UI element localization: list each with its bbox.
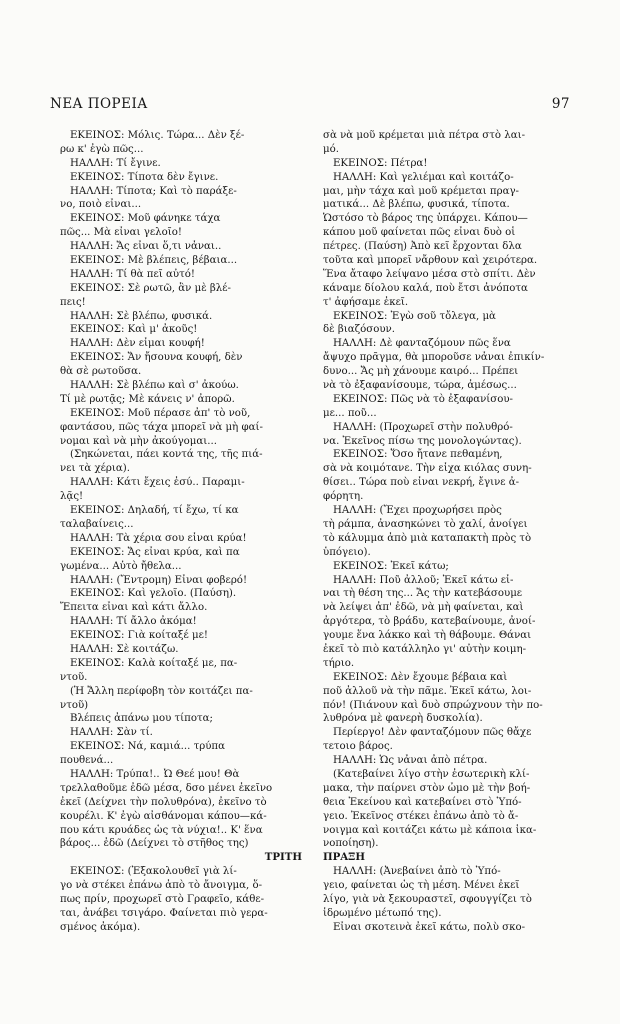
text-line: Εἶναι σκοτεινὰ ἐκεῖ κάτω, πολὺ σκο- [333,921,526,933]
text-line: ται, ἀνάβει τσιγάρο. Φαίνεται πιὸ γερα- [60,907,268,919]
text-line: δὲ βιαζόσουν. [323,324,395,336]
text-line: νο, ποιὸ εἶναι... [60,199,142,211]
text-line: πεις! [60,296,86,308]
text-line: μαι, μὴν τάχα καὶ μοῦ κρέμεται πραγ- [323,185,519,197]
text-line: τετοιο βάρος. [323,741,393,753]
text-line: ΕΚΕΙΝΟΣ: Ἄς εἶναι κρύα, καὶ πα [70,546,240,558]
text-line: ματικά... Δὲ βλέπω, φυσικά, τίποτα. [323,199,510,211]
text-line: ΗΑΛΛΗ: (Ἔχει προχωρήσει πρὸς [333,505,502,517]
text-line: ΕΚΕΙΝΟΣ: Καλὰ κοίταξέ με, πα- [70,657,238,669]
text-line: ΗΑΛΛΗ: (Προχωρεῖ στὴν πολυθρό- [333,421,513,433]
text-line: πέτρες. (Παύση) Ἀπὸ κεῖ ἔρχονται δλα [323,241,522,253]
text-line: ΕΚΕΙΝΟΣ: Δηλαδή, τί ἔχω, τί κα [70,505,239,517]
text-line: ΠΡΑΞΗ [323,851,365,864]
text-line: ΕΚΕΙΝΟΣ: Μοῦ πέρασε ἀπ' τὸ νοῦ, [70,407,251,419]
text-line: γουμε ἕνα λάκκο καὶ τὴ θάβουμε. Θάναι [323,630,532,642]
text-line: κάναμε δίολου καλά, ποὺ ἔτσι ἀνόποτα [323,282,528,294]
text-line: ΕΚΕΙΝΟΣ: Δὲν ἔχουμε βέβαια καὶ [333,671,508,683]
text-line: φόρητη. [323,491,364,503]
text-line: τρελλαθοῦμε ἐδῶ μέσα, δσο μένει ἐκεῖνο [60,782,273,794]
text-line: ἐκεῖ (Δείχνει τὴν πολυθρόνα), ἐκεῖνο τὸ [60,796,267,808]
text-line: ΕΚΕΙΝΟΣ: Μοῦ φάνηκε τάχα [70,213,221,225]
text-line: ἀργότερα, τὸ βράδυ, κατεβαίνουμε, ἀνοί- [323,616,536,628]
text-line: γωμένα... Αὐτὸ ἤθελα... [60,560,182,572]
text-line: νὰ τὸ ἐξαφανίσουμε, τώρα, ἀμέσως... [323,380,517,392]
text-line: που κάτι κρυάδες ὡς τὰ νύχια!.. Κ' ἕνα [60,824,263,836]
text-line: θεια Ἐκείνου καὶ κατεβαίνει στὸ Ὑπό- [323,796,522,808]
text-line: ρω κ' ἐγὼ πῶς... [60,143,144,155]
text-line: ΗΑΛΛΗ: (Ἀνεβαίνει ἀπὸ τὸ Ὑπό- [333,866,501,878]
text-line: ντοῦ) [60,699,89,711]
text-line: μό. [323,143,339,155]
text-line: σὰ νὰ μοῦ κρέμεται μιὰ πέτρα στὸ λαι- [323,130,526,141]
text-line: Ἔπειτα εἶναι καὶ κάτι ἄλλο. [60,602,208,614]
text-line: ὑπόγειο). [323,546,371,558]
text-line: Ἕνα ἄταφο λείψανο μέσα στὸ σπίτι. Δὲν [323,268,536,280]
text-line: Περίεργο! Δὲν φανταζόμουν πῶς θἄχε [333,727,532,739]
text-line: ΗΑΛΛΗ: Τὰ χέρια σου εἶναι κρύα! [70,532,247,544]
text-line: ΕΚΕΙΝΟΣ: Μόλις. Τώρα... Δὲν ξέ- [70,130,245,141]
text-line: ΗΑΛΛΗ: Ἄς εἶναι ὅ,τι νἆναι.. [70,241,222,253]
text-line: ΕΚΕΙΝΟΣ: Γιὰ κοίταξέ με! [70,630,208,642]
text-line: κάπου μοῦ φαίνεται πῶς εἶναι δυὸ οἱ [323,227,516,239]
text-line: νει τὰ χέρια). [60,463,130,475]
text-line: γο νὰ στέκει ἐπάνω ἀπὸ τὸ ἄνοιγμα, ὅ- [60,880,263,892]
text-line: ΕΚΕΙΝΟΣ: Πέτρα! [333,157,428,169]
text-line: πουθενά... [60,755,114,767]
text-line: γειο, φαίνεται ὡς τὴ μέση. Μένει ἐκεῖ [323,880,520,892]
text-line: ΕΚΕΙΝΟΣ: Νά, καμιά... τρύπα [70,741,226,753]
text-line: ΗΑΛΛΗ: Ὡς νἆναι ἀπὸ πέτρα. [333,755,488,767]
text-line: ΕΚΕΙΝΟΣ: Καὶ μ' ἀκοῦς! [70,324,198,336]
text-line: ΤΡΙΤΗ [264,851,302,864]
text-line: ΗΑΛΛΗ: Τί θὰ πεῖ αὐτό! [70,268,195,280]
text-line: ΕΚΕΙΝΟΣ: Πῶς νὰ τὸ ἐξαφανίσου- [333,393,513,405]
text-line: κουρέλι. Κ' ἐγὼ αἰσθάνομαι κάπου—κά- [60,810,267,822]
text-line: να. Ἐκεῖνος πίσω της μονολογώντας). [323,435,522,447]
journal-title: ΝΕΑ ΠΟΡΕΙΑ [50,96,148,112]
text-line: τὴ ράμπα, ἀνασηκώνει τὸ χαλί, ἀνοίγει [323,518,528,530]
page-number: 97 [551,96,570,112]
text-line: ναι τὴ θέση της... Ἄς τὴν κατεβάσουμε [323,588,523,600]
text-line: ἐκεῖ τὸ πιὸ κατάλληλο γι' αὐτὴν κοιμη- [323,643,527,655]
text-line: δυνο... Ἄς μὴ χάνουμε καιρό... Πρέπει [323,366,519,378]
text-line: ἱδρωμένο μέτωπό της). [323,907,442,919]
text-line: ΗΑΛΛΗ: Κάτι ἔχεις ἐσύ.. Παραμι- [70,477,245,489]
text-line: νομαι καὶ νὰ μὴν ἀκούγομαι... [60,435,218,447]
text-line: ἄψυχο πρᾶγμα, θὰ μποροῦσε νἆναι ἐπικίν- [323,352,545,364]
text-line: ταλαβαίνεις... [60,518,134,530]
text-line: λᾷς! [60,491,84,503]
text-line: ΗΑΛΛΗ: (Ἔντρομη) Εἶναι φοβερό! [70,574,248,586]
text-line: γειο. Ἐκεῖνος στέκει ἐπάνω ἀπὸ τὸ ἄ- [323,810,519,822]
text-line: με... ποῦ... [323,407,377,419]
right-text-column [323,129,569,935]
text-line: ΕΚΕΙΝΟΣ: Μὲ βλέπεις, βέβαια... [70,255,238,267]
text-line: ΕΚΕΙΝΟΣ: (Ἐξακολουθεῖ γιὰ λί- [70,866,237,878]
text-line: Τί μὲ ρωτᾷς; Μὲ κάνεις ν' ἀπορῶ. [60,393,235,405]
text-line: ΗΑΛΛΗ: Τί ἄλλο ἀκόμα! [70,616,197,628]
text-line: τήριο. [323,657,355,669]
text-line: τὸ κάλυμμα ἀπὸ μιὰ καταπακτὴ πρὸς τὸ [323,532,532,544]
text-line: ΕΚΕΙΝΟΣ: Ἐκεῖ κάτω; [333,560,449,572]
text-line: σμένος ἀκόμα). [60,921,141,933]
text-line: τοῦτα καὶ μπορεῖ νἄρθουν καὶ χειρότερα. [323,255,538,267]
text-line: ΗΑΛΛΗ: Τρύπα!.. Ὦ Θεέ μου! Θὰ [70,768,240,780]
text-line: λίγο, γιὰ νὰ ξεκουραστεῖ, σφουγγίζει τὸ [323,893,532,905]
text-line: θὰ σὲ ρωτοῦσα. [60,366,142,378]
text-line: ΕΚΕΙΝΟΣ: Ἐγὼ σοῦ τὄλεγα, μὰ [333,310,496,322]
text-line: πόν! (Πιάνουν καὶ δυὸ σπρώχνουν τὴν πο- [323,699,543,711]
text-line: ΕΚΕΙΝΟΣ: Ὅσο ἤτανε πεθαμένη, [333,449,503,461]
text-line: ΗΑΛΛΗ: Δὲ φανταζόμουν πῶς ἕνα [333,338,511,350]
text-line: ΗΑΛΛΗ: Σὲ κοιτάζω. [70,643,179,655]
text-line: Βλέπεις ἀπάνω μου τίποτα; [70,713,213,725]
text-line: σὰ νὰ κοιμότανε. Τὴν εἶχα κιόλας συνη- [323,463,532,475]
text-line: θίσει.. Τώρα ποὺ εἶναι νεκρή, ἔγινε ἀ- [323,477,520,489]
text-line: ΕΚΕΙΝΟΣ: Ἄν ἤσουνα κουφή, δὲν [70,352,243,364]
text-line: τ' ἀφήσαμε ἐκεῖ. [323,296,409,308]
text-line: (Ἡ Ἄλλη περίφοβη τὸν κοιτάζει πα- [70,685,253,697]
text-line: ΗΑΛΛΗ: Ποῦ ἀλλοῦ; Ἐκεῖ κάτω εἶ- [333,574,514,586]
text-line: μακα, τὴν παίρνει στὸν ὦμο μὲ τὴν βοή- [323,782,531,794]
text-line: νοποίηση). [323,838,379,850]
text-line: νοιγμα καὶ κοιτάζει κάτω μὲ κάποια ἱκα- [323,824,537,836]
left-text-column [60,129,302,935]
text-line: ντοῦ. [60,671,88,683]
text-line: (Σηκώνεται, πάει κοντά της, τῆς πιά- [70,449,263,461]
text-line: ΗΑΛΛΗ: Δὲν εἶμαι κουφή! [70,338,205,350]
text-line: νὰ λείψει ἀπ' ἐδῶ, νὰ μὴ φαίνεται, καὶ [323,602,524,614]
text-line: ΕΚΕΙΝΟΣ: Καὶ γελοῖο. (Παύση). [70,588,237,600]
text-line: φαντάσου, πῶς τάχα μπορεῖ νὰ μὴ φαί- [60,421,263,433]
text-line: (Κατεβαίνει λίγο στὴν ἐσωτερικὴ κλί- [333,768,530,780]
running-header [50,96,570,116]
text-line: ποῦ ἀλλοῦ νὰ τὴν πᾶμε. Ἐκεῖ κάτω, λοι- [323,685,532,697]
text-line: ΗΑΛΛΗ: Σὲ βλέπω καὶ σ' ἀκούω. [70,380,239,392]
text-line: λυθρόνα μὲ φανερὴ δυσκολία). [323,713,483,725]
text-line: ΗΑΛΛΗ: Τίποτα; Καὶ τὸ παράξε- [70,185,237,197]
text-line: πως πρίν, προχωρεῖ στὸ Γραφεῖο, κάθε- [60,893,265,905]
text-line: πῶς... Μὰ εἶναι γελοῖο! [60,227,182,239]
text-line: ΕΚΕΙΝΟΣ: Τίποτα δὲν ἔγινε. [70,171,219,183]
text-line: ΗΑΛΛΗ: Καὶ γελιέμαι καὶ κοιτάζο- [333,171,514,183]
text-line: Ὡστόσο τὸ βάρος της ὑπάρχει. Κάπου— [323,213,528,225]
text-line: ΗΑΛΛΗ: Σὰν τί. [70,727,153,739]
text-line: ΗΑΛΛΗ: Τί ἔγινε. [70,157,161,169]
text-line: βάρος... ἐδῶ (Δείχνει τὸ στῆθος της) [60,838,249,850]
text-line: ΗΑΛΛΗ: Σὲ βλέπω, φυσικά. [70,310,213,322]
text-line: ΕΚΕΙΝΟΣ: Σὲ ρωτῶ, ἂν μὲ βλέ- [70,282,231,294]
